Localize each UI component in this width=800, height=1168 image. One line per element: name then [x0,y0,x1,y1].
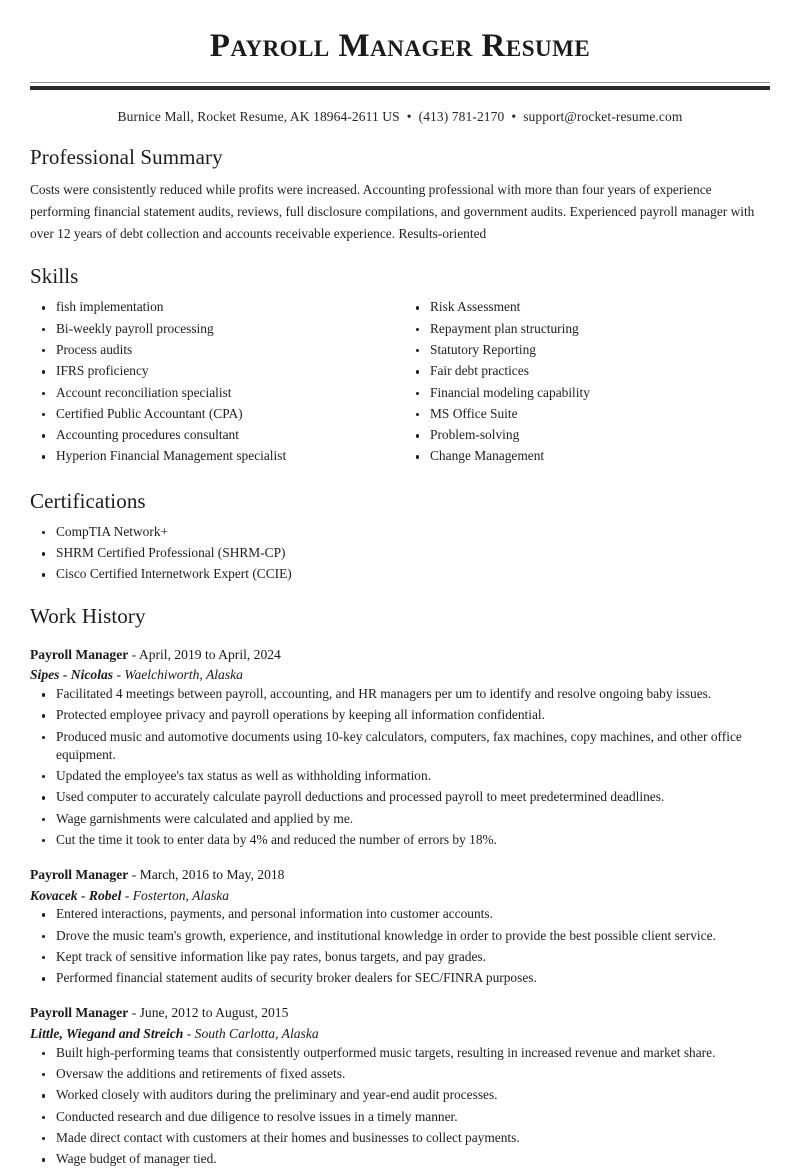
list-item: Kept track of sensitive information like pay rates, bonus targets, and pay grades. [30,948,770,966]
section-skills [30,264,770,468]
list-item: Problem-solving [404,426,770,444]
job-bullets-list [30,685,770,849]
list-item: Cut the time it took to enter data by 4% and reduced the number of errors by 18%. [30,831,770,849]
work-history-entry [30,1003,770,1168]
list-item: Statutory Reporting [404,341,770,359]
list-item: CompTIA Network+ [30,523,770,541]
list-item: Change Management [404,447,770,465]
job-company: Kovacek - Robel [30,887,122,903]
skills-list-right [404,298,770,465]
list-item: Fair debt practices [404,362,770,380]
skills-columns [30,298,770,468]
list-item: Worked closely with auditors during the preliminary and year-end audit processes. [30,1086,770,1104]
section-heading-summary: Professional Summary [30,144,223,169]
list-item: IFRS proficiency [30,362,400,380]
list-item: Made direct contact with customers at their homes and businesses to collect payments. [30,1129,770,1147]
job-title-line [30,1003,770,1023]
list-item: Used computer to accurately calculate payroll deductions and processed payroll to meet predetermined deadlines. [30,788,770,806]
job-title: Payroll Manager [30,866,129,882]
list-item: Performed financial statement audits of security broker dealers for SEC/FINRA purposes. [30,969,770,987]
list-item: fish implementation [30,298,400,316]
list-item: Produced music and automotive documents using 10-key calculators, computers, fax machines, copy machines, and other office equipment. [30,728,770,764]
list-item: Facilitated 4 meetings between payroll, accounting, and HR managers per um to identify and resolve ongoing baby issues. [30,685,770,703]
job-company: Little, Wiegand and Streich [30,1026,184,1042]
divider-thick-line [30,86,770,90]
list-item: MS Office Suite [404,405,770,423]
list-item: Drove the music team's growth, experience, and institutional knowledge in order to provide the best possible client service. [30,927,770,945]
list-item: Certified Public Accountant (CPA) [30,405,400,423]
job-dash: - [183,1026,195,1042]
job-dash: - [128,1005,140,1021]
job-company-line [30,1024,770,1044]
job-dates: June, 2012 to August, 2015 [139,1005,289,1021]
job-title-line [30,865,770,885]
job-dash: - [128,866,140,882]
job-dash: - [128,646,139,662]
work-history-entry [30,645,770,849]
job-company-line [30,886,770,906]
job-bullets-list [30,1044,770,1168]
section-heading-work-history: Work History [30,603,146,628]
list-item: SHRM Certified Professional (SHRM-CP) [30,544,770,562]
list-item: Entered interactions, payments, and personal information into customer accounts. [30,905,770,923]
contact-email[interactable]: support@rocket-resume.com [523,108,683,124]
skills-list-left [30,298,400,465]
summary-text: Costs were consistently reduced while profits were increased. Accounting professional with more than four years of experience performing financial statement audits, reviews, full disclosure compilations, and government audits. Experienced payroll manager with over 12 years of debt collection and accounts receivable experience. Results-oriented [30,182,755,241]
skills-column-right [400,298,770,468]
job-dash: - [121,887,133,903]
header-divider [30,82,770,90]
list-item: Built high-performing teams that consistently outperformed music targets, resulting in increased revenue and market share. [30,1044,770,1062]
certifications-list [30,523,770,584]
work-history-entry [30,865,770,987]
job-company: Sipes - Nicolas [30,667,114,683]
job-dates: April, 2019 to April, 2024 [138,646,281,662]
skills-column-left [30,298,400,468]
list-item: Updated the employee's tax status as well as withholding information. [30,767,770,785]
job-location: Fosterton, Alaska [132,887,230,903]
job-dash: - [113,667,125,683]
list-item: Accounting procedures consultant [30,426,400,444]
contact-separator-2: • [511,108,517,124]
list-item: Oversaw the additions and retirements of fixed assets. [30,1065,770,1083]
section-professional-summary [30,145,770,244]
list-item: Cisco Certified Internetwork Expert (CCIE) [30,565,770,583]
job-title: Payroll Manager [30,1005,129,1021]
job-bullets-list [30,905,770,987]
list-item: Account reconciliation specialist [30,384,400,402]
contact-address: Burnice Mall, Rocket Resume, AK 18964-2611 US [117,108,400,124]
contact-line [30,109,770,125]
job-company-line [30,665,770,685]
contact-separator-1: • [406,108,412,124]
job-location: South Carlotta, Alaska [194,1026,319,1042]
contact-phone: (413) 781-2170 [418,108,505,124]
list-item: Risk Assessment [404,298,770,316]
section-heading-skills: Skills [30,264,79,289]
section-heading-certifications: Certifications [30,488,146,513]
list-item: Repayment plan structuring [404,320,770,338]
list-item: Financial modeling capability [404,384,770,402]
job-title-line [30,645,770,665]
list-item: Protected employee privacy and payroll operations by keeping all information confidential. [30,706,770,724]
job-location: Waelchiworth, Alaska [124,667,243,683]
list-item: Wage garnishments were calculated and applied by me. [30,810,770,828]
job-title: Payroll Manager [30,646,129,662]
list-item: Wage budget of manager tied. [30,1150,770,1168]
list-item: Process audits [30,341,400,359]
section-work-history [30,604,770,1168]
list-item: Hyperion Financial Management specialist [30,447,400,465]
list-item: Bi-weekly payroll processing [30,320,400,338]
list-item: Conducted research and due diligence to resolve issues in a timely manner. [30,1108,770,1126]
job-dates: March, 2016 to May, 2018 [139,866,285,882]
section-certifications [30,489,770,584]
resume-title: Payroll Manager Resume [209,28,591,64]
